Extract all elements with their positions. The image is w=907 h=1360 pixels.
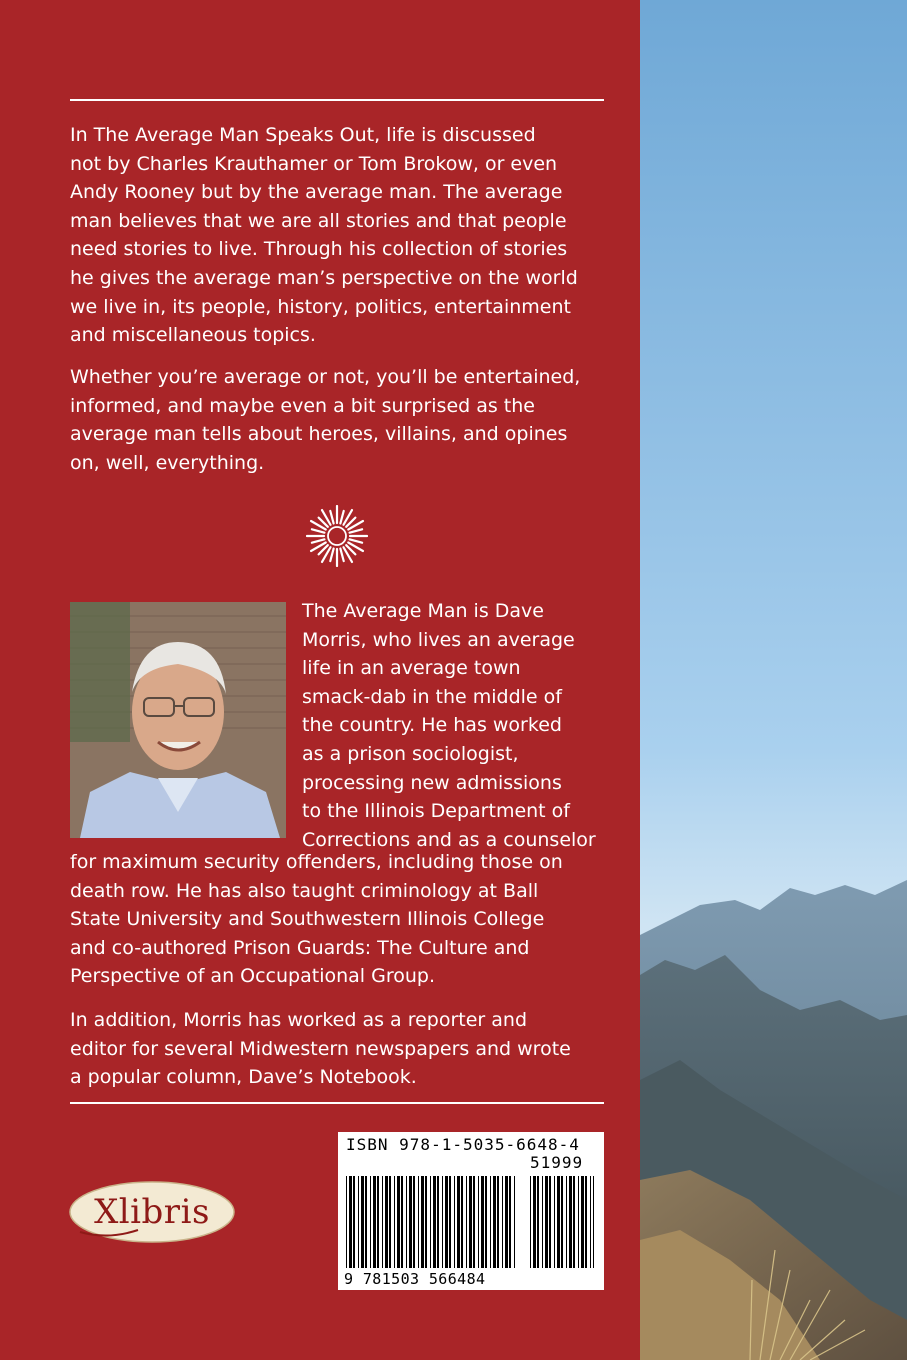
mountain-landscape-image [640,0,907,1360]
author-bio-below-photo: for maximum security offenders, including those on death row. He has also taught criminology at Ball State University and Southwestern Illinois College and co-authored Prison Guards: The Culture and Perspective of an Occupational Group. [70,851,563,988]
top-divider [70,99,604,101]
author-bio-paragraph-2: In addition, Morris has worked as a reporter and editor for several Midwestern newspapers and wrote a popular column, Dave’s Notebook. [70,1009,571,1089]
bottom-divider [70,1102,604,1104]
blurb-paragraph-1: In The Average Man Speaks Out, life is discussed not by Charles Krauthamer or Tom Brokow, or even Andy Rooney but by the average man. The average man believes that we are all stories and that people need stories to live. Through his collection of stories he gives the average man’s perspective on the world we live in, its people, history, politics, entertainment and miscellaneous topics. [70,124,578,347]
author-bio-beside-photo: The Average Man is Dave Morris, who lives an average life in an average town smack-dab in the middle of the country. He has worked as a prison sociologist, processing new admissions to the Illinois Department of Corrections and as a counselor [302,600,596,851]
blurb-paragraph-2: Whether you’re average or not, you’ll be entertained, informed, and maybe even a bit surprised as the average man tells about heroes, villains, and opines on, well, everything. [70,366,581,474]
barcode-bars [346,1176,516,1268]
publisher-logo-text: Xlibris [94,1192,210,1232]
mountain-photo-strip [640,0,907,1360]
barcode-digits: 9 781503 566484 [344,1270,486,1288]
publisher-logo [68,1180,236,1244]
addon-barcode-bars [530,1176,594,1268]
price-code: 51999 [530,1153,584,1172]
author-photo [70,602,286,838]
sunburst-ornament-icon [306,505,368,567]
isbn-barcode [338,1132,604,1290]
isbn-label: ISBN 978-1-5035-6648-4 [346,1135,580,1154]
